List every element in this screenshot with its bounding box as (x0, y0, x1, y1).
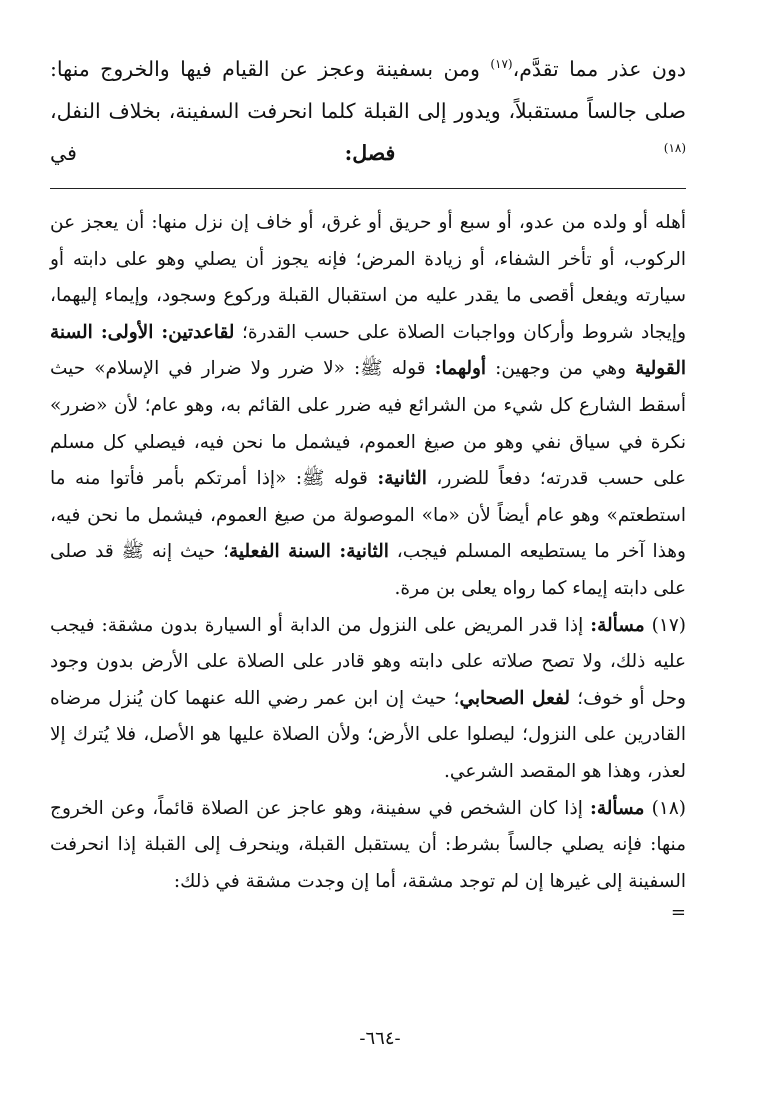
page-number: -٦٦٤- (359, 1028, 401, 1049)
bold-phrase: الثانية: السنة الفعلية (229, 541, 389, 563)
footnotes-section (50, 205, 686, 926)
footnote-number: (١٧) (651, 614, 686, 636)
main-text-end: في (50, 141, 345, 165)
footnote-text: إذا كان الشخص في سفينة، وهو عاجز عن الصلاة قائماً، وعن الخروج منها: فإنه يصلي جالساً بشرط: أن يستقبل القبلة، وينحرف إلى القبلة إذا انحرفت السفينة إلى غيرها إن لم توجد مشقة، أما إن وجدت مشقة في ذلك: (50, 797, 686, 892)
bold-phrase: أولهما: (434, 358, 487, 380)
footnote-text: إذا قدر المريض على النزول من الدابة أو السيارة بدون مشقة: فيجب عليه ذلك، ولا تصح صلاته على دابته وهو قادر على الصلاة على الأرض بدون وجود وحل أو خوف؛ (50, 614, 686, 709)
fasl-label: فصل: (344, 141, 664, 165)
footnote-18 (50, 791, 686, 901)
footnote-text: أهله أو ولده من عدو، أو سبع أو حريق أو غرق، أو خاف إن نزل منها: أن يعجز عن الركوب، أو تأخر الشفاء، أو زيادة المرض؛ فإنه يجوز أن يصلي وهو على دابته أو سيارته ويفعل أقصى ما يقدر عليه من استقبال القبلة وركوع وسجود، وإيماء إليهما، وإيجاد شروط وأركان وواجبات الصلاة على حسب القدرة؛ (50, 212, 686, 343)
footnote-ref-17: (١٧) (490, 57, 513, 72)
footnote-text: قوله ﷺ: «إذا أمرتكم بأمر فأتوا منه ما استطعتم» وهو عام أيضاً لأن «ما» الموصولة من صيغ العموم، فيشمل ما نحن فيه، وهذا آخر ما يستطيعه المسلم فيجب، (50, 468, 686, 563)
footnote-text: ؛ حيث إن ابن عمر رضي الله عنهما كان يُنزل مرضاه القادرين على النزول؛ ليصلوا على الأرض؛ ولأن الصلاة عليها هو الأصل، فلا يُترك إلا لعذر، وهذا هو المقصد الشرعي. (50, 687, 686, 782)
bold-phrase: لفعل الصحابي (459, 687, 571, 709)
continuation-mark: = (670, 902, 686, 924)
footnote-text: قوله ﷺ: «لا ضرر ولا ضرار في الإسلام» حيث أسقط الشارع كل شيء من الشرائع فيه ضرر على القائم به، وهو عام؛ لأن «ضرر» نكرة في سياق نفي وهو من صيغ العموم، فيشمل ما نحن فيه، فيصلي كل مسلم على حسب قدرته؛ دفعاً للضرر، (50, 358, 686, 490)
footnote-text: وهي من وجهين: (486, 358, 636, 380)
footnote-divider (50, 188, 686, 189)
footnote-text: ؛ حيث إنه ﷺ قد صلى على دابته إيماء كما رواه يعلى بن مرة. (50, 541, 686, 599)
main-text (50, 48, 686, 174)
masala-label: مسألة: (590, 797, 645, 819)
book-page (50, 48, 686, 926)
footnote-continuation (50, 205, 686, 608)
main-text-part-1: دون عذر مما تقدَّم، (512, 57, 686, 81)
bold-phrase: لقاعدتين: الأولى: السنة القولية (50, 321, 687, 380)
main-text-part-2: ومن بسفينة وعجز عن القيام فيها والخروج منها: صلى جالساً مستقبلاً، ويدور إلى القبلة كلما انحرفت السفينة، بخلاف النفل، (50, 57, 686, 123)
footnote-number: (١٨) (651, 797, 686, 819)
footnote-ref-18: (١٨) (663, 141, 687, 156)
bold-phrase: الثانية: (377, 468, 427, 490)
masala-label: مسألة: (590, 614, 645, 636)
footnote-17 (50, 608, 686, 791)
